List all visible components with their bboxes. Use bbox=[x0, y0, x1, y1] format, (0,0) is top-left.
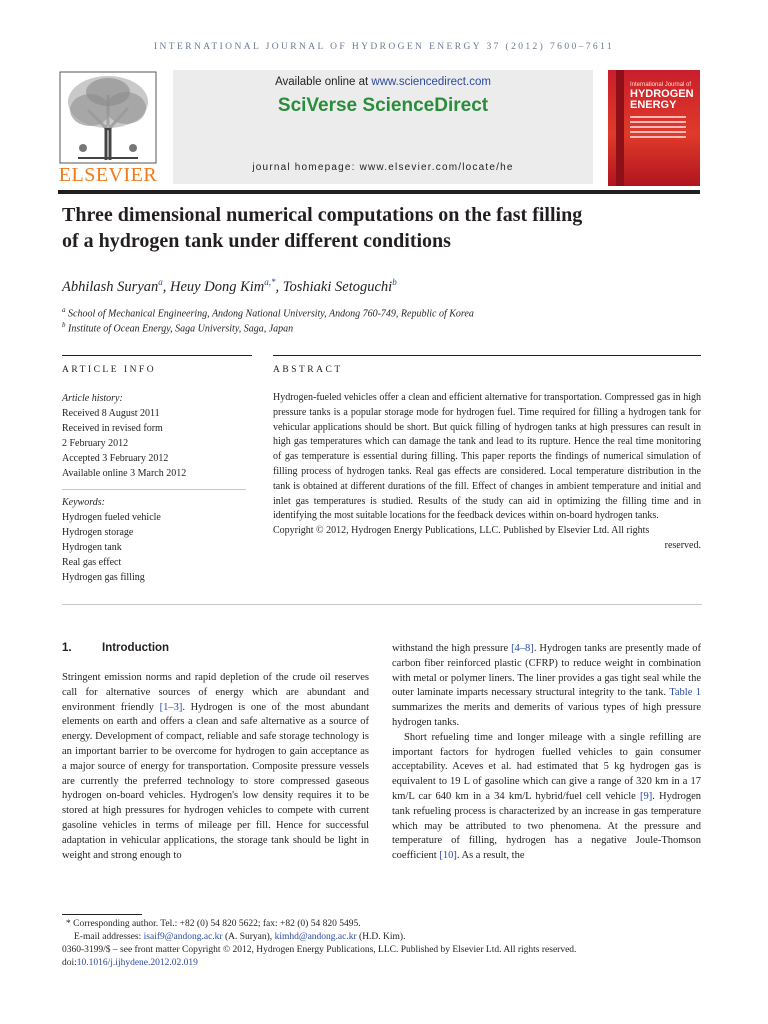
keyword-item: Hydrogen gas filling bbox=[62, 572, 145, 583]
email-link[interactable]: isaif9@andong.ac.kr bbox=[143, 932, 223, 942]
header-rule bbox=[58, 190, 700, 194]
affiliation-a bbox=[62, 306, 712, 319]
footnote-rule bbox=[62, 914, 142, 915]
citation-link[interactable]: [1–3] bbox=[159, 701, 183, 713]
abstract-heading: ABSTRACT bbox=[273, 365, 343, 375]
author-3: Toshiaki Setoguchi bbox=[282, 278, 393, 295]
intro-right-column bbox=[392, 642, 701, 864]
sciverse-logo: SciVerse ScienceDirect bbox=[277, 95, 489, 116]
cover-text-lines bbox=[630, 116, 690, 141]
affiliation-a-text: School of Mechanical Engineering, Andong National University, Andong 760-749, Republic of Korea bbox=[68, 308, 474, 320]
affiliation-b-text: Institute of Ocean Energy, Saga University, Saga, Japan bbox=[68, 323, 294, 335]
keyword-item: Hydrogen storage bbox=[62, 527, 134, 538]
text-run: . Hydrogen is one of the most abundant elements on earth and offers a clean and safe alternative as a source of energy. Development of compact, reliable and safe storage technology is an important barrier to be overcome for hydrogen to gain acceptance as a major source of energy for transportation. Composite pressure vessels are currently the preferred technology to store compressed gaseous hydrogen on-board vehicles. Hydrogen's low density requires it to be stored at high pressures for hydrogen vehicles to compete with current gasoline vehicles in terms of mileage per fill. Hence for successful adaptation in vehicular applications, the storage tank should be light in weight and strong enough to bbox=[62, 701, 370, 861]
abstract-text: Hydrogen-fueled vehicles offer a clean and efficient alternative for transportation. Compressed gas in high pressure tanks is a popular storage mode for hydrogen fuel. Time required for filling a hydrogen tank for vehicular applications should be short. But quick filling of hydrogen tanks at high pressures can result in high gas temperatures which can damage the tank and lead to its rupture. Hence the real time monitoring of gas temperature is essential during filling. This paper reports the findings of numerical simulation of filling process of hydrogen tanks. Real gas effects are considered. Local temperature distribution in the tank is obtained at different durations of the fill. Effect of changes in ambient temperature and initial and inlet gas temperatures is studied. Results of the study can aid in optimizing the filling time and in identifying the most suitable locations for the feedback devices within on-board hydrogen tanks. bbox=[273, 392, 701, 522]
keywords-rule bbox=[62, 489, 246, 490]
abstract-copyright: Copyright © 2012, Hydrogen Energy Publications, LLC. Published by Elsevier Ltd. All rights bbox=[273, 525, 650, 537]
email-owner: (A. Suryan), bbox=[222, 932, 275, 942]
article-title bbox=[62, 202, 712, 254]
cover-title bbox=[630, 89, 694, 111]
author-1-affil[interactable]: a bbox=[158, 277, 163, 287]
history-item: Accepted 3 February 2012 bbox=[62, 453, 169, 464]
author-1: Abhilash Suryan bbox=[62, 278, 159, 295]
cover-line2: HYDROGEN bbox=[630, 88, 694, 100]
keyword-item: Hydrogen fueled vehicle bbox=[62, 512, 161, 523]
author-3-affil[interactable]: b bbox=[392, 277, 397, 287]
text-run: Short refueling time and longer mileage with a single refilling are important factors for hydrogen fuelled vehicles to gain consumer acceptability. Aceves et al. had estimated that 5 kg hydrogen gas is equivalent to 19 L of gasoline which can give a range of 320 km in a 17 km/L car 640 km in a 34 km/L hybrid/fuel cell vehicle bbox=[392, 731, 701, 802]
journal-homepage[interactable]: journal homepage: www.elsevier.com/locate/he bbox=[252, 162, 514, 173]
journal-cover bbox=[608, 70, 700, 186]
keywords-label: Keywords: bbox=[62, 497, 105, 508]
abstract-rule bbox=[273, 355, 701, 356]
text-run: summarizes the merits and demerits of various types of high pressure hydrogen tanks. bbox=[392, 702, 701, 728]
doi-label: doi: bbox=[62, 958, 77, 968]
intro-paragraph-3 bbox=[392, 731, 701, 864]
table-link[interactable]: Table 1 bbox=[669, 687, 702, 699]
section-number: 1. bbox=[62, 642, 72, 654]
sciencedirect-link[interactable]: www.sciencedirect.com bbox=[371, 76, 491, 88]
elsevier-logo bbox=[58, 70, 158, 185]
text-run: . Hydrogen tanks are presently made of carbon fiber reinforced plastic (CFRP) to reduce weight in combination with metal or polymer liners. The liner provides a gas tight seal while the outer laminate imparts necessary structural integrity to the tank. bbox=[392, 643, 701, 699]
footnote-doi bbox=[62, 957, 722, 970]
author-2-affil[interactable]: a,* bbox=[264, 277, 276, 287]
article-info-rule bbox=[62, 355, 252, 356]
front-matter-rule bbox=[62, 604, 702, 605]
intro-paragraph-2 bbox=[392, 642, 701, 731]
section-heading-introduction bbox=[62, 642, 169, 654]
text-run: . Hydrogen tank refueling process is characterized by an increase in gas temperature which may be attributed to two phenomena. At the pressure and temperature of filling, hydrogen has a negative Joule-Thomson coefficient bbox=[392, 790, 701, 862]
footnote-emails bbox=[62, 931, 734, 944]
title-line1: Three dimensional numerical computations on the fast filling bbox=[62, 204, 583, 226]
abstract-copyright-end: reserved. bbox=[664, 539, 701, 551]
cover-stripe bbox=[616, 70, 624, 186]
journal-citation: INTERNATIONAL JOURNAL OF HYDROGEN ENERGY 37 (2012) 7600–7611 bbox=[153, 42, 615, 52]
citation-link[interactable]: [4–8] bbox=[511, 643, 534, 654]
abstract-body bbox=[273, 391, 701, 554]
title-line2: of a hydrogen tank under different conditions bbox=[62, 230, 451, 252]
article-history bbox=[62, 391, 252, 481]
intro-left-column bbox=[62, 671, 369, 863]
email-owner: (H.D. Kim). bbox=[356, 932, 406, 942]
text-run: Stringent emission norms and rapid depletion of the crude oil reserves call for alternative sources of energy which are abundant and environment friendly bbox=[62, 672, 369, 713]
history-item: Available online 3 March 2012 bbox=[62, 468, 187, 479]
citation-link[interactable]: [10] bbox=[439, 850, 457, 862]
section-title: Introduction bbox=[102, 642, 170, 654]
history-item: Received in revised form bbox=[62, 423, 163, 434]
history-item: 2 February 2012 bbox=[62, 438, 129, 449]
keyword-item: Real gas effect bbox=[62, 557, 122, 568]
footnote-corresponding: * Corresponding author. Tel.: +82 (0) 54 820 5622; fax: +82 (0) 54 820 5495. bbox=[66, 919, 361, 929]
author-list: Abhilash Suryan$^a$, Heuy Dong Kim$^{a,*}$, Toshiaki Setoguchi$^b$ bbox=[62, 277, 397, 295]
elsevier-tree-icon bbox=[58, 70, 158, 165]
intro-paragraph-1 bbox=[62, 671, 369, 863]
history-label: Article history: bbox=[62, 393, 123, 404]
journal-header-box bbox=[173, 70, 593, 184]
elsevier-wordmark: ELSEVIER bbox=[58, 164, 158, 186]
keyword-item: Hydrogen tank bbox=[62, 542, 122, 553]
article-info-heading: ARTICLE INFO bbox=[62, 365, 157, 375]
available-online bbox=[173, 76, 593, 88]
text-run: . As a result, the bbox=[456, 850, 525, 862]
keywords-list bbox=[62, 495, 252, 585]
citation-link[interactable]: [9] bbox=[639, 790, 653, 802]
affiliation-a-sup: a bbox=[62, 306, 66, 314]
email-label: E-mail addresses: bbox=[74, 932, 144, 942]
text-run: withstand the high pressure bbox=[392, 643, 512, 654]
author-2: Heuy Dong Kim bbox=[170, 278, 265, 295]
affiliation-b-sup: b bbox=[62, 321, 66, 329]
cover-line3: ENERGY bbox=[630, 99, 677, 111]
affiliation-b bbox=[62, 321, 712, 334]
history-item: Received 8 August 2011 bbox=[62, 408, 160, 419]
doi-link[interactable]: 10.1016/j.ijhydene.2012.02.019 bbox=[76, 958, 198, 968]
cover-line1: International Journal of bbox=[630, 82, 692, 88]
footnote-issn: 0360-3199/$ – see front matter Copyright © 2012, Hydrogen Energy Publications, LLC. Published by Elsevier Ltd. All rights reserved. bbox=[62, 945, 577, 955]
email-link[interactable]: kimhd@andong.ac.kr bbox=[274, 932, 357, 942]
available-prefix: Available online at bbox=[275, 76, 372, 88]
